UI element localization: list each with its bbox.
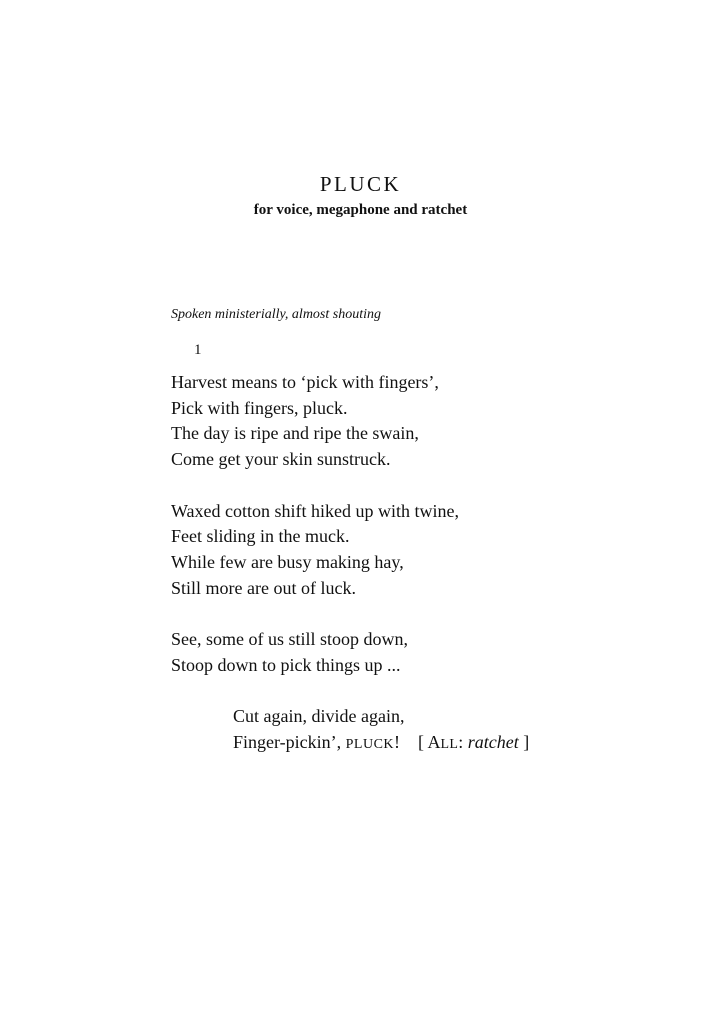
verse-line: Stoop down to pick things up ... xyxy=(171,654,401,675)
section-number: 1 xyxy=(194,342,202,358)
stanza-1 xyxy=(171,370,529,473)
refrain-punctuation: ! xyxy=(394,731,401,752)
performance-direction: Spoken ministerially, almost shouting xyxy=(171,307,381,322)
poem-subtitle: for voice, megaphone and ratchet xyxy=(253,202,468,218)
poem-body xyxy=(171,370,529,783)
stanza-2 xyxy=(171,499,529,602)
stage-action: ratchet xyxy=(467,731,519,752)
refrain-line-with-stage-direction xyxy=(233,730,529,758)
refrain-text: Finger-pickin’, xyxy=(233,731,346,752)
stage-bracket-close: ] xyxy=(518,731,530,752)
refrain-line: Cut again, divide again, xyxy=(233,706,405,727)
refrain-stanza xyxy=(233,704,529,757)
verse-line: Still more are out of luck. xyxy=(171,577,356,598)
verse-line: The day is ripe and ripe the swain, xyxy=(171,423,419,444)
verse-line: See, some of us still stoop down, xyxy=(171,629,408,649)
stage-bracket-open: [ xyxy=(418,731,428,752)
stage-direction xyxy=(418,732,529,752)
verse-line: Pick with fingers, pluck. xyxy=(171,397,348,418)
stage-colon: : xyxy=(458,731,468,752)
verse-line: While few are busy making hay, xyxy=(171,551,404,572)
verse-line: Feet sliding in the muck. xyxy=(171,526,350,547)
refrain-smallcaps-word: PLUCK xyxy=(345,736,395,752)
stage-role-rest: LL xyxy=(440,736,459,752)
poem-title: PLUCK xyxy=(319,172,402,196)
verse-line: Come get your skin sunstruck. xyxy=(171,449,391,470)
stanza-3 xyxy=(171,627,529,678)
verse-line: Harvest means to ‘pick with fingers’, xyxy=(171,372,439,392)
stage-role-initial: A xyxy=(427,731,441,752)
verse-line: Waxed cotton shift hiked up with twine, xyxy=(171,500,459,521)
